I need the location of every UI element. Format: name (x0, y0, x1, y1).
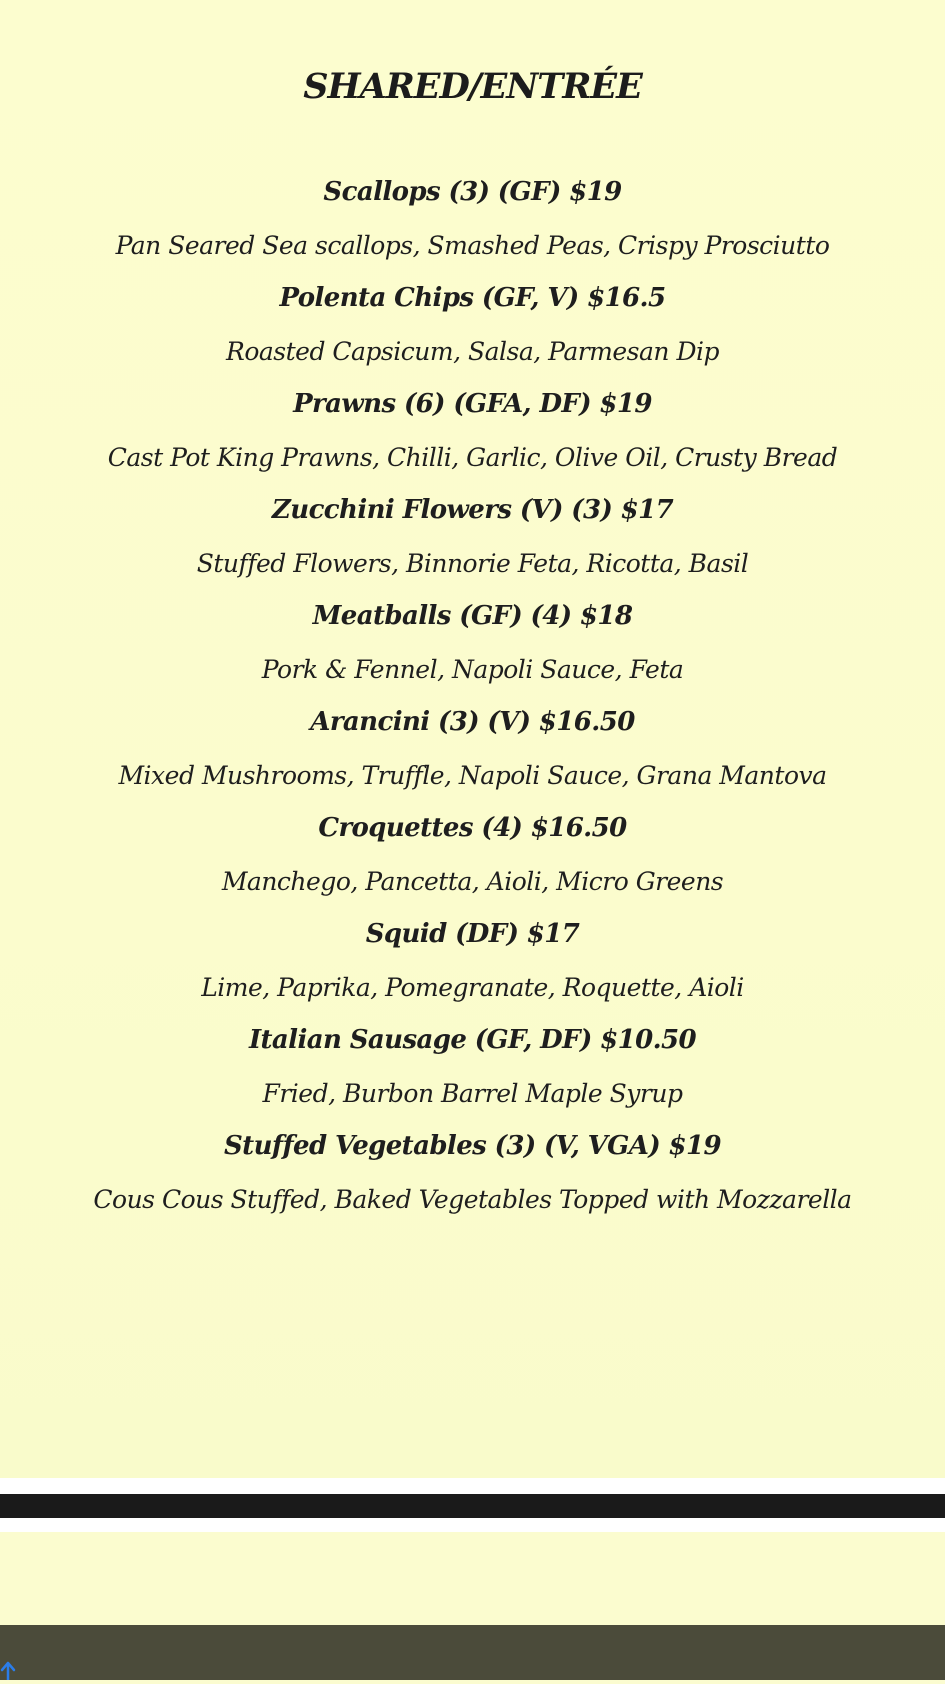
menu-item (0, 378, 945, 484)
arrow-up-icon[interactable] (0, 1658, 22, 1680)
menu-item (0, 802, 945, 908)
page-separator-top (0, 1478, 945, 1494)
page-divider (0, 1494, 945, 1518)
menu-item-description: Pork & Fennel, Napoli Sauce, Feta (261, 655, 684, 684)
bottom-toolbar (0, 1625, 945, 1680)
menu-item-name: Polenta Chips (GF, V) $16.5 (279, 283, 666, 313)
menu-items-list (0, 166, 945, 1226)
menu-item-description: Roasted Capsicum, Salsa, Parmesan Dip (226, 337, 719, 366)
menu-item (0, 908, 945, 1014)
menu-item-name: Prawns (6) (GFA, DF) $19 (293, 389, 652, 419)
menu-item-description: Lime, Paprika, Pomegranate, Roquette, Aioli (201, 973, 744, 1002)
menu-item (0, 590, 945, 696)
menu-item-description: Stuffed Flowers, Binnorie Feta, Ricotta, Basil (196, 549, 749, 578)
section-heading: SHARED/ENTRÉE (303, 66, 642, 107)
menu-item-name: Meatballs (GF) (4) $18 (312, 601, 633, 631)
menu-item-description: Cous Cous Stuffed, Baked Vegetables Topped with Mozzarella (93, 1185, 852, 1214)
menu-item-name: Scallops (3) (GF) $19 (323, 177, 622, 207)
menu-item-description: Cast Pot King Prawns, Chilli, Garlic, Olive Oil, Crusty Bread (107, 443, 838, 472)
menu-item (0, 696, 945, 802)
menu-item-name: Stuffed Vegetables (3) (V, VGA) $19 (224, 1131, 721, 1161)
menu-item-name: Zucchini Flowers (V) (3) $17 (271, 495, 674, 525)
menu-item-description: Fried, Burbon Barrel Maple Syrup (262, 1079, 683, 1108)
menu-item-name: Arancini (3) (V) $16.50 (310, 707, 635, 737)
page-separator-bottom (0, 1518, 945, 1532)
menu-item (0, 166, 945, 272)
menu-item-name: Italian Sausage (GF, DF) $10.50 (248, 1025, 697, 1055)
menu-item (0, 1014, 945, 1120)
menu-item (0, 272, 945, 378)
menu-item-name: Croquettes (4) $16.50 (318, 813, 627, 843)
menu-item (0, 484, 945, 590)
menu-item-name: Squid (DF) $17 (365, 919, 580, 949)
next-page-preview (0, 1532, 945, 1625)
menu-item (0, 1120, 945, 1226)
menu-item-description: Pan Seared Sea scallops, Smashed Peas, Crispy Prosciutto (115, 231, 830, 260)
menu-item-description: Manchego, Pancetta, Aioli, Micro Greens (221, 867, 724, 896)
menu-item-description: Mixed Mushrooms, Truffle, Napoli Sauce, Grana Mantova (118, 761, 827, 790)
